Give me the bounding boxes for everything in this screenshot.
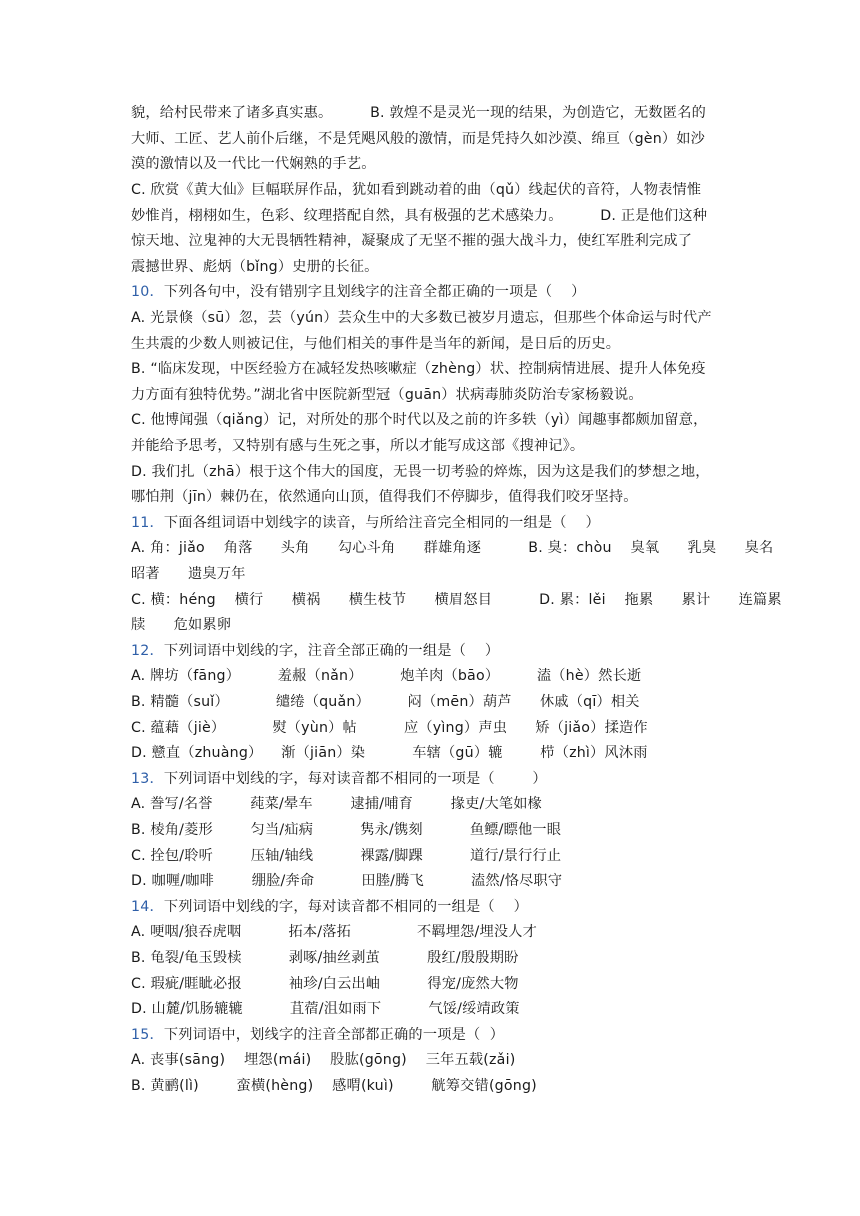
- text-line: C. 蕴藉（jiè） 熨（yùn）帖 应（yìng）声虫 矫（jiǎo）揉造作: [131, 720, 648, 736]
- text-line: A. 哽咽/狼吞虎咽 拓本/落拓 不羁埋怨/埋没人才: [131, 924, 538, 940]
- question-number: 13．: [131, 771, 164, 787]
- question-15-stem: 15．下列词语中，划线字的注音全部都正确的一项是（ ）: [131, 1027, 505, 1043]
- text-line: C. 横：héng 横行 横祸 横生枝节 横眉怒目 D. 累：lěi 拖累 累计 连篇累: [131, 592, 782, 608]
- text-line: A. 誊写/名誉 莼菜/晕车 逮捕/哺育 掾吏/大笔如椽: [131, 796, 543, 812]
- text-line: 震撼世界、彪炳（bǐng）史册的长征。: [131, 259, 379, 275]
- question-12-stem: 12．下列词语中划线的字，注音全部正确的一组是（ ）: [131, 643, 500, 659]
- question-number: 12．: [131, 643, 164, 659]
- text-line: 惊天地、泣鬼神的大无畏牺牲精神，凝聚成了无坚不摧的强大战斗力，使红军胜利完成了: [131, 233, 693, 249]
- question-number: 15．: [131, 1027, 164, 1043]
- text-line: D. 山麓/饥肠辘辘 苴蓿/沮如雨下 气馁/绥靖政策: [131, 1001, 520, 1017]
- text-line: C. 瑕疵/睚眦必报 袖珍/白云出岫 得宠/庞然大物: [131, 976, 519, 992]
- question-number: 14．: [131, 899, 164, 915]
- text-line: 大师、工匠、艺人前仆后继，不是凭飓风般的激情，而是凭持久如沙漠、绵亘（gèn）如沙: [131, 131, 706, 147]
- text-line: B. 精髓（suǐ） 缱绻（quǎn） 闷（mēn）葫芦 休戚（qī）相关: [131, 694, 640, 710]
- text-line: A. 光景倏（sū）忽，芸（yún）芸众生中的大多数已被岁月遗忘，但那些个体命运与时代产: [131, 310, 712, 326]
- text-line: 并能给予思考，又特别有感与生死之事，所以才能写成这部《搜神记》。: [131, 438, 585, 454]
- question-number: 10．: [131, 284, 164, 300]
- text-line: 哪怕荆（jīn）棘仍在，依然通向山顶，值得我们不停脚步，值得我们咬牙坚持。: [131, 489, 638, 505]
- text-line: A. 角：jiǎo 角落 头角 勾心斗角 群雄角逐 B. 臭：chòu 臭氧 乳臭 臭名: [131, 540, 774, 556]
- text-line: D. 咖喱/咖啡 绷脸/奔命 田塍/腾飞 溘然/恪尽职守: [131, 873, 563, 889]
- text-line: 昭著 遗臭万年: [131, 566, 246, 582]
- text-line: 漠的激情以及一代比一代娴熟的手艺。: [131, 156, 376, 172]
- text-line: 生共震的少数人则被记住，与他们相关的事件是当年的新闻，是日后的历史。: [131, 336, 621, 352]
- text-line: 力方面有独特优势。”湖北省中医院新型冠（guān）状病毒肺炎防治专家杨毅说。: [131, 387, 643, 403]
- text-line: A. 牌坊（fāng） 羞赧（nǎn） 炮羊肉（bāo） 溘（hè）然长逝: [131, 668, 642, 684]
- text-line: 牍 危如累卵: [131, 617, 232, 633]
- text-line: A. 丧事(sāng) 埋怨(mái) 股肱(gōng) 三年五载(zǎi): [131, 1052, 516, 1068]
- text-line: B. “临床发现，中医经验方在减轻发热咳嗽症（zhèng）状、控制病情进展、提升人体免疫: [131, 361, 706, 377]
- question-10-stem: 10．下列各句中，没有错别字且划线字的注音全都正确的一项是（ ）: [131, 284, 586, 300]
- question-14-stem: 14．下列词语中划线的字，每对读音都不相同的一组是（ ）: [131, 899, 528, 915]
- text-line: B. 棱角/菱形 匀当/疝病 隽永/镌刻 鱼鳔/瞟他一眼: [131, 822, 562, 838]
- text-line: 妙惟肖，栩栩如生，色彩、纹理搭配自然，具有极强的艺术感染力。 D. 正是他们这种: [131, 208, 708, 224]
- text-line: C. 他博闻强（qiǎng）记，对所处的那个时代以及之前的许多轶（yì）闻趣事都颇加留意，: [131, 412, 708, 428]
- question-11-stem: 11．下面各组词语中划线字的读音，与所给注音完全相同的一组是（ ）: [131, 515, 600, 531]
- text-line: B. 龟裂/龟玉毁椟 剥啄/抽丝剥茧 殷红/殷殷期盼: [131, 950, 519, 966]
- text-line: 貌，给村民带来了诸多真实惠。 B. 敦煌不是灵光一现的结果，为创造它，无数匿名的: [131, 105, 706, 121]
- text-line: D. 我们扎（zhā）根于这个伟大的国度，无畏一切考验的焠炼，因为这是我们的梦想之地，: [131, 464, 710, 480]
- text-line: C. 拴包/聆听 压轴/轴线 裸露/脚踝 道行/景行行止: [131, 848, 562, 864]
- question-13-stem: 13．下列词语中划线的字，每对读音都不相同的一项是（ ）: [131, 771, 547, 787]
- text-line: C. 欣赏《黄大仙》巨幅联屏作品，犹如看到跳动着的曲（qǔ）线起伏的音符，人物表情惟: [131, 182, 702, 198]
- text-line: B. 黄鹂(lì) 蛮横(hèng) 感喟(kuì) 觥筹交错(gōng): [131, 1078, 537, 1094]
- text-line: D. 戆直（zhuàng） 渐（jiān）染 车辖（gū）辘 栉（zhì）风沐雨: [131, 745, 648, 761]
- question-number: 11．: [131, 515, 164, 531]
